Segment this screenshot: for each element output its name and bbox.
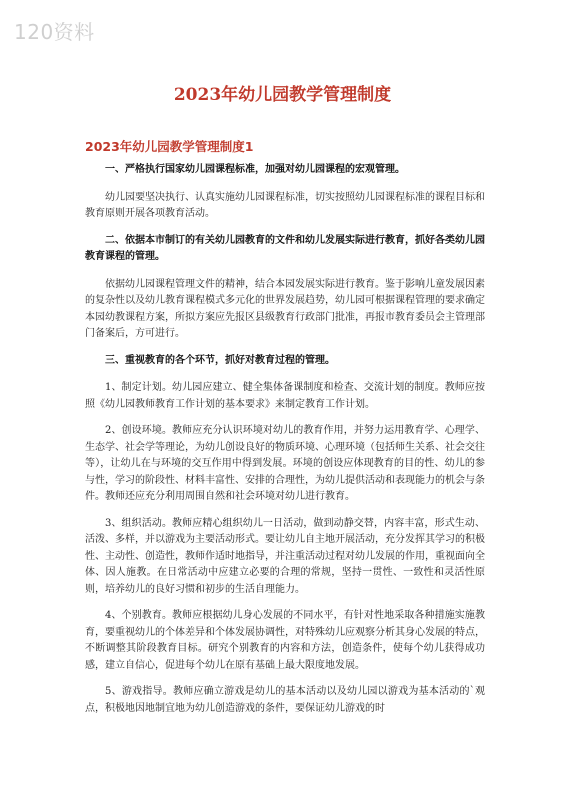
watermark: 120资料 — [14, 20, 95, 44]
heading-paragraph: 二、依据本市制订的有关幼儿园教育的文件和幼儿发展实际进行教育，抓好各类幼儿园教育课程的管理。 — [85, 234, 485, 262]
heading-paragraph: 三、重视教育的各个环节，抓好对教育过程的管理。 — [105, 354, 335, 366]
section-title: 2023年幼儿园教学管理制度1 — [85, 139, 254, 154]
body-paragraph: 幼儿园要坚决执行、认真实施幼儿园课程标准，切实按照幼儿园课程标准的课程目标和教育原则开展各项教育活动。 — [85, 191, 485, 219]
body-paragraph: 1、制定计划。幼儿园应建立、健全集体备课制度和检查、交流计划的制度。教师应按照《幼儿园教师教育工作计划的基本要求》来制定教育工作计划。 — [85, 382, 485, 410]
document-title: 2023年幼儿园教学管理制度 — [173, 85, 392, 105]
heading-paragraph: 一、严格执行国家幼儿园课程标准，加强对幼儿园课程的宏观管理。 — [105, 164, 405, 175]
body-paragraph: 2、创设环境。教师应充分认识环境对幼儿的教育作用，并努力运用教育学、心理学、生态学、社会学等理论，为幼儿创设良好的物质环境、心理环境（包括师生关系、社会交往等），让幼儿在与环境的交互作用中得到发展。环境的创设应体现教育的目的性、幼儿的参与性，学习的阶段性、材料丰富性、安排的合理性，为幼儿提供活动和表现能力的机会与条件。教师还应充分利用周围自然和社会环境对幼儿进行教育。 — [85, 425, 485, 502]
document-body — [85, 162, 485, 727]
body-paragraph: 4、个别教育。教师应根据幼儿身心发展的不同水平，有针对性地采取各种措施实施教育，要重视幼儿的个体差异和个体发展协调性，对特殊幼儿应观察分析其身心发展的特点，不断调整其阶段教育目标。研究个别教育的内容和方法，创造条件，使每个幼儿获得成功感，建立自信心，促进每个幼儿在原有基础上最大限度地发展。 — [85, 610, 485, 671]
body-paragraph: 5、游戏指导。教师应确立游戏是幼儿的基本活动以及幼儿园以游戏为基本活动的`观点，积极地因地制宜地为幼儿创造游戏的条件，要保证幼儿游戏的时 — [85, 686, 485, 714]
body-paragraph: 3、组织活动。教师应精心组织幼儿一日活动，做到动静交替，内容丰富，形式生动、活泼、多样，并以游戏为主要活动形式。要让幼儿自主地开展活动，充分发挥其学习的积极性、主动性、创造性，教师作适时地指导，并注重活动过程对幼儿发展的作用，重视面向全体、因人施教。在日常活动中应建立必要的合理的常规，坚持一贯性、一致性和灵活性原则，培养幼儿的良好习惯和初步的生活自理能力。 — [85, 517, 485, 595]
body-paragraph: 依据幼儿园课程管理文件的精神，结合本园发展实际进行教育。鉴于影响儿童发展因素的复杂性以及幼儿教育课程模式多元化的世界发展趋势，幼儿园可根据课程管理的要求确定本园幼教课程方案，所拟方案应先报区县级教育行政部门批准，再报市教育委员会主管理部门备案后，方可进行。 — [85, 278, 485, 339]
